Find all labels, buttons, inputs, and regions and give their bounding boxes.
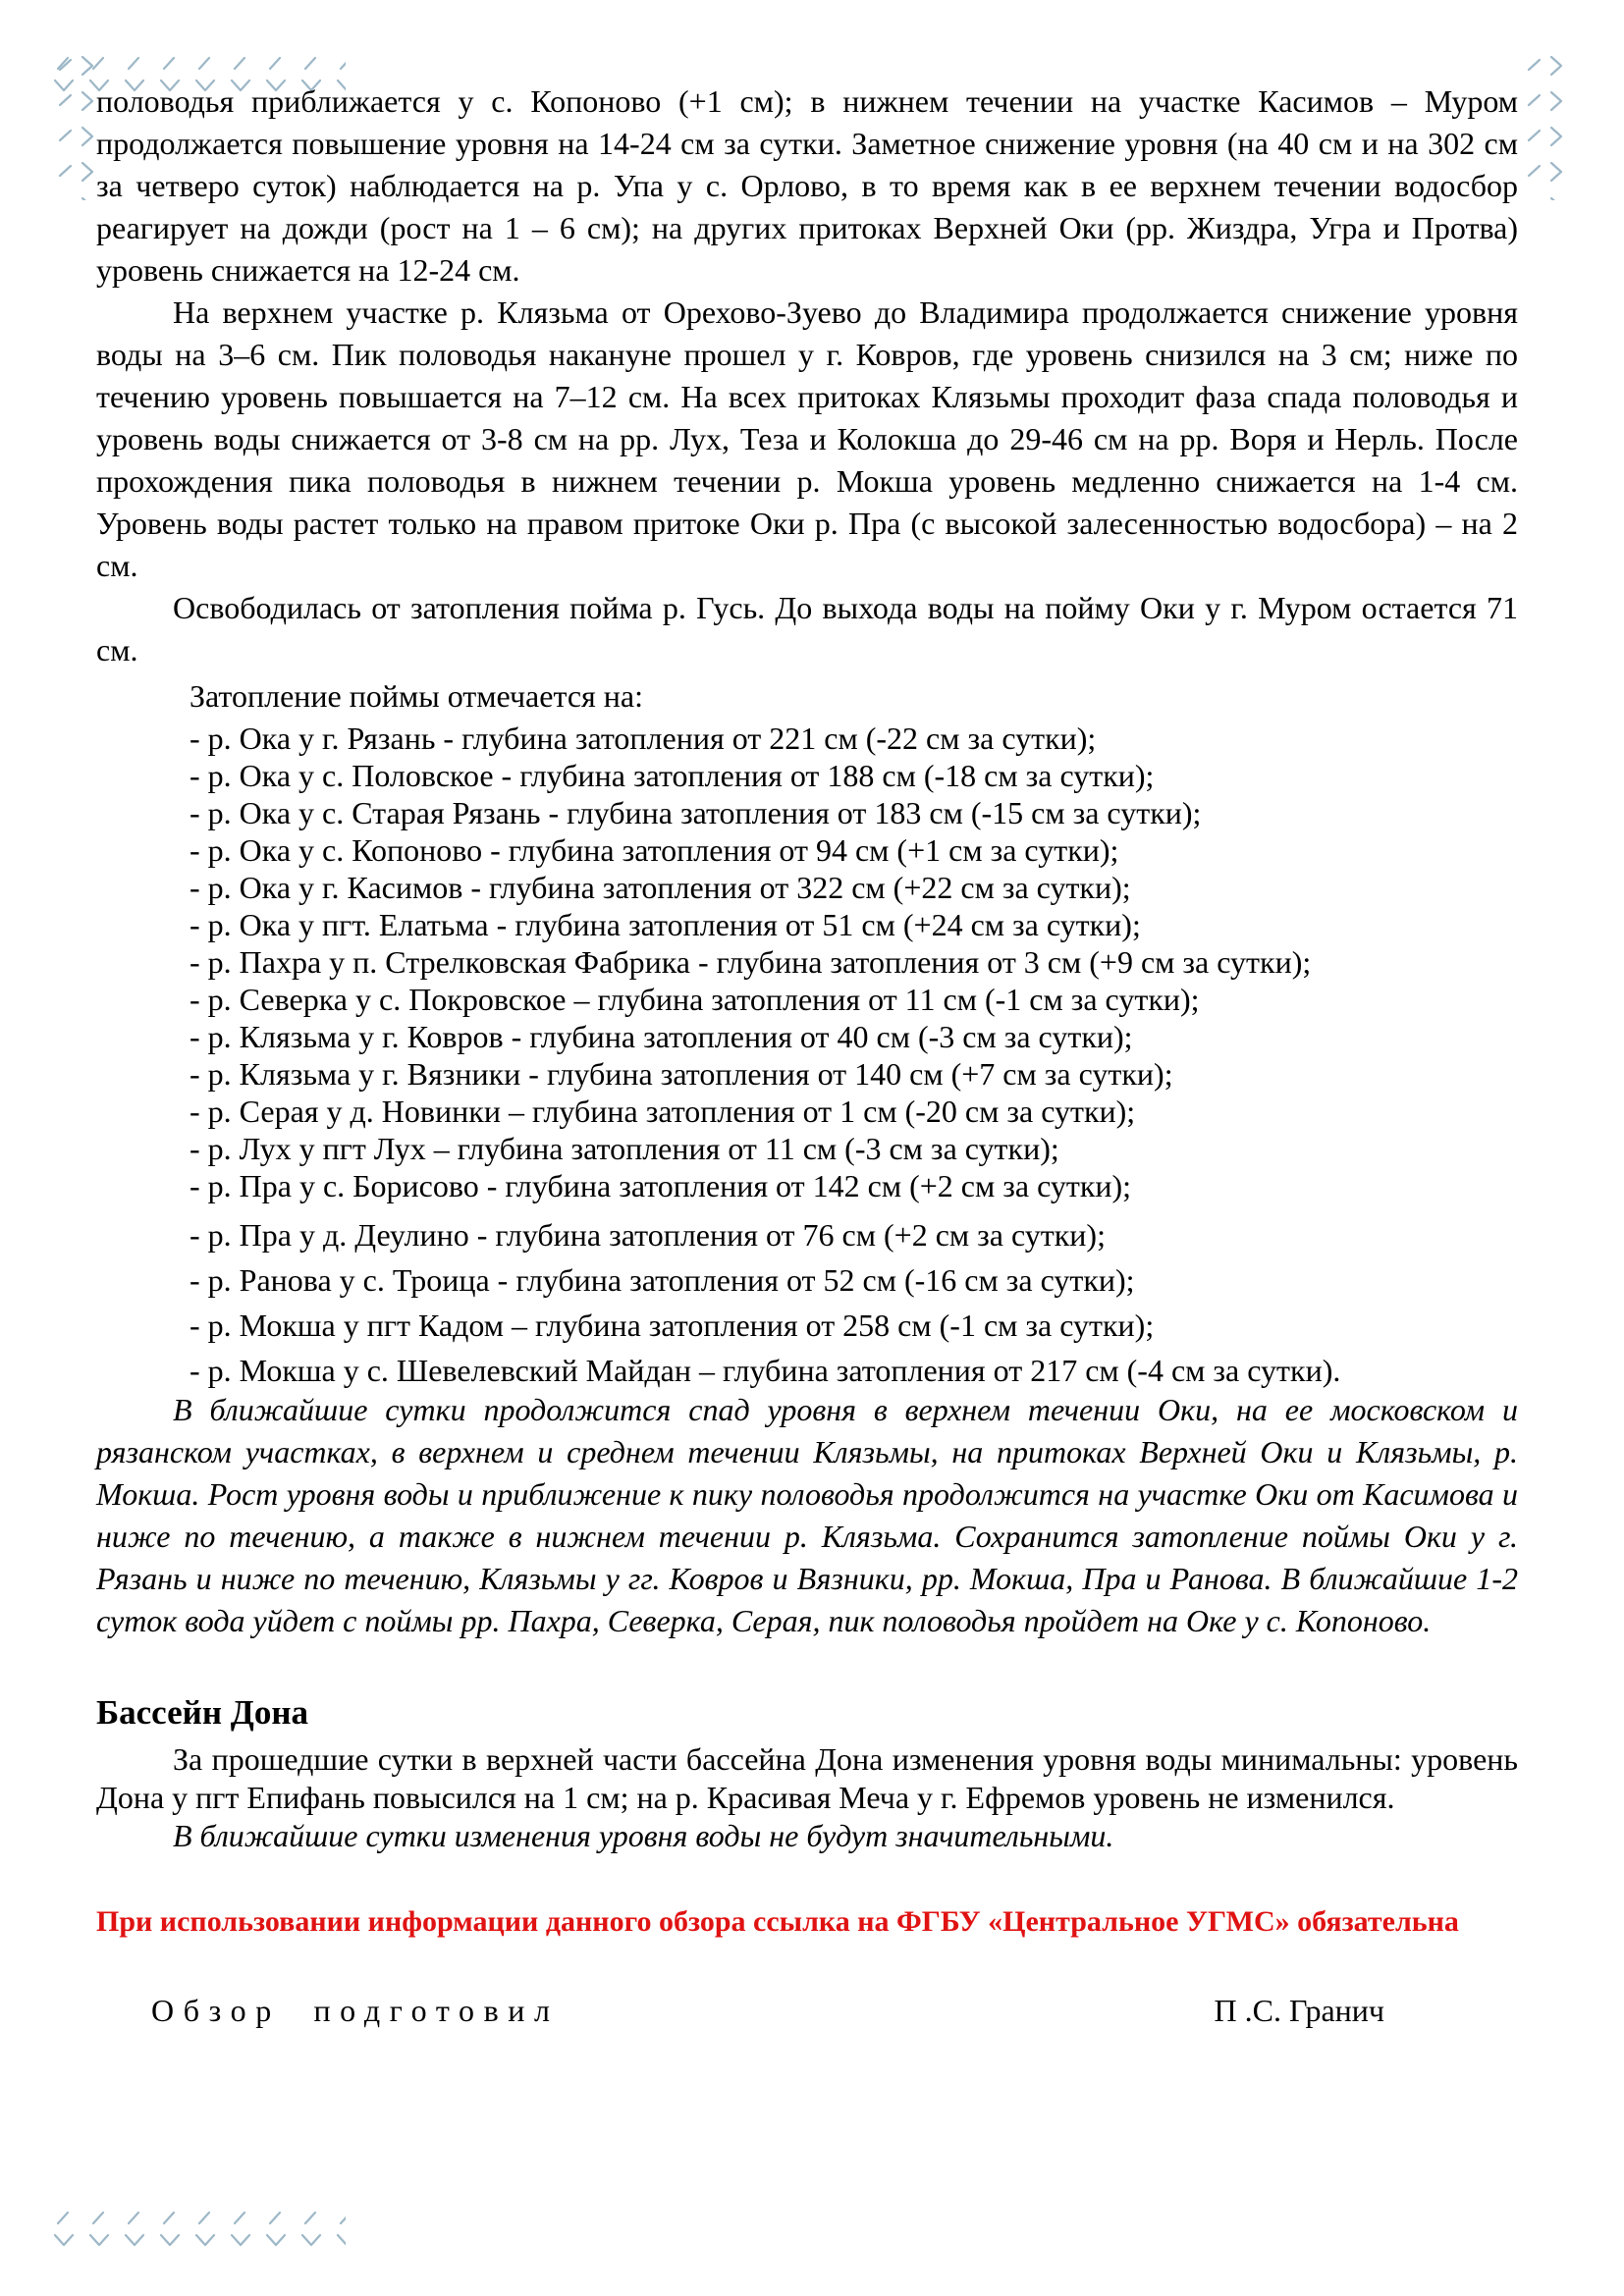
list-item: - р. Пра у д. Деулино - глубина затопления от 76 см (+2 см за сутки); [189,1217,1106,1253]
list-item: - р. Ока у с. Половское - глубина затопления от 188 см (-18 см за сутки); [189,758,1155,793]
list-item: - р. Мокша у с. Шевелевский Майдан – глубина затопления от 217 см (-4 см за сутки). [189,1353,1341,1388]
flood-list-header: Затопление поймы отмечается на: [189,678,643,714]
list-item: - р. Ока у с. Старая Рязань - глубина затопления от 183 см (-15 см за сутки); [189,795,1202,830]
footer [96,1991,1518,2030]
list-item: - р. Ранова у с. Троица - глубина затопления от 52 см (-16 см за сутки); [189,1262,1135,1298]
list-item: - р. Лух у пгт Лух – глубина затопления от 11 см (-3 см за сутки); [189,1131,1059,1166]
author-name: П .С. Гранич [1214,1993,1384,2028]
don-forecast-paragraph: В ближайшие сутки изменения уровня воды не будут значительными. [173,1818,1114,1853]
list-item: - р. Пра у с. Борисово - глубина затопления от 142 см (+2 см за сутки); [189,1168,1132,1203]
list-item: - р. Ока у г. Касимов - глубина затопления от 322 см (+22 см за сутки); [189,870,1131,905]
list-item: - р. Ока у г. Рязань - глубина затопления от 221 см (-22 см за сутки); [189,721,1097,756]
list-item: - р. Ока у пгт. Елатьма - глубина затопления от 51 см (+24 см за сутки); [189,907,1141,942]
list-item: - р. Клязьма у г. Вязники - глубина затопления от 140 см (+7 см за сутки); [189,1056,1173,1092]
list-item: - р. Ока у с. Копоново - глубина затопления от 94 см (+1 см за сутки); [189,832,1119,868]
page-border-left [55,53,100,200]
body-paragraph-oka: половодья приближается у с. Копоново (+1 см); в нижнем течении на участке Касимов – Муром продолжается повышение уровня на 14-24 см за сутки. Заметное снижение уровня (на 40 см и на 302 см за четверо суток) наблюдается на р. Упа у с. Орлово, в то время как в ее верхнем течении водосбор реагирует на дожди (рост на 1 – 6 см); на других притоках Верхней Оки (рр. Жиздра, Угра и Протва) уровень снижается на 12-24 см. [96,83,1518,288]
page-border-right [1524,53,1569,200]
flood-list [96,720,1518,1389]
document-content [96,80,1518,2030]
page-border-bottom [51,2208,346,2253]
forecast-paragraph: В ближайшие сутки продолжится спад уровня в верхнем течении Оки, на ее московском и рязанском участках, в верхнем и среднем течении Клязьмы, на притоках Верхней Оки и Клязьмы, р. Мокша. Рост уровня воды и приближение к пику половодья продолжится на участке Оки от Касимова и ниже по течению, а также в нижнем течении р. Клязьма. Сохранится затопление поймы Оки у г. Рязань и ниже по течению, Клязьмы у гг. Ковров и Вязники, рр. Мокша, Пра и Ранова. В ближайшие 1-2 суток вода уйдет с поймы рр. Пахра, Северка, Серая, пик половодья пройдет на Оке у с. Копоново. [96,1392,1518,1638]
don-paragraph: За прошедшие сутки в верхней части бассейна Дона изменения уровня воды минимальны: уровень Дона у пгт Епифань повысился на 1 см; на р. Красивая Меча у г. Ефремов уровень не изменился. [96,1741,1518,1815]
section-heading-don: Бассейн Дона [96,1693,308,1732]
list-item: - р. Северка у с. Покровское – глубина затопления от 11 см (-1 см за сутки); [189,982,1200,1017]
copyright-notice: При использовании информации данного обзора ссылка на ФГБУ «Центральное УГМС» обязательна [96,1905,1459,1938]
list-item: - р. Пахра у п. Стрелковская Фабрика - глубина затопления от 3 см (+9 см за сутки); [189,944,1312,980]
body-paragraph-klyazma: На верхнем участке р. Клязьма от Орехово-Зуево до Владимира продолжается снижение уровня воды на 3–6 см. Пик половодья накануне прошел у г. Ковров, где уровень снизился на 3 см; ниже по течению уровень повышается на 7–12 см. На всех притоках Клязьмы проходит фаза спада половодья и уровень воды снижается от 3-8 см на рр. Лух, Теза и Колокша до 29-46 см на рр. Воря и Нерль. После прохождения пика половодья в нижнем течении р. Мокша уровень медленно снижается на 1-4 см. Уровень воды растет только на правом притоке Оки р. Пра (с высокой залесенностью водосбора) – на 2 см. [96,294,1518,583]
prepared-by-label: Обзор подготовил [151,1993,560,2028]
list-item: - р. Клязьма у г. Ковров - глубина затопления от 40 см (-3 см за сутки); [189,1019,1133,1054]
list-item: - р. Серая у д. Новинки – глубина затопления от 1 см (-20 см за сутки); [189,1094,1136,1129]
body-paragraph-gus: Освободилась от затопления пойма р. Гусь. До выхода воды на пойму Оки у г. Муром остается 71 см. [96,590,1518,667]
list-item: - р. Мокша у пгт Кадом – глубина затопления от 258 см (-1 см за сутки); [189,1308,1155,1343]
